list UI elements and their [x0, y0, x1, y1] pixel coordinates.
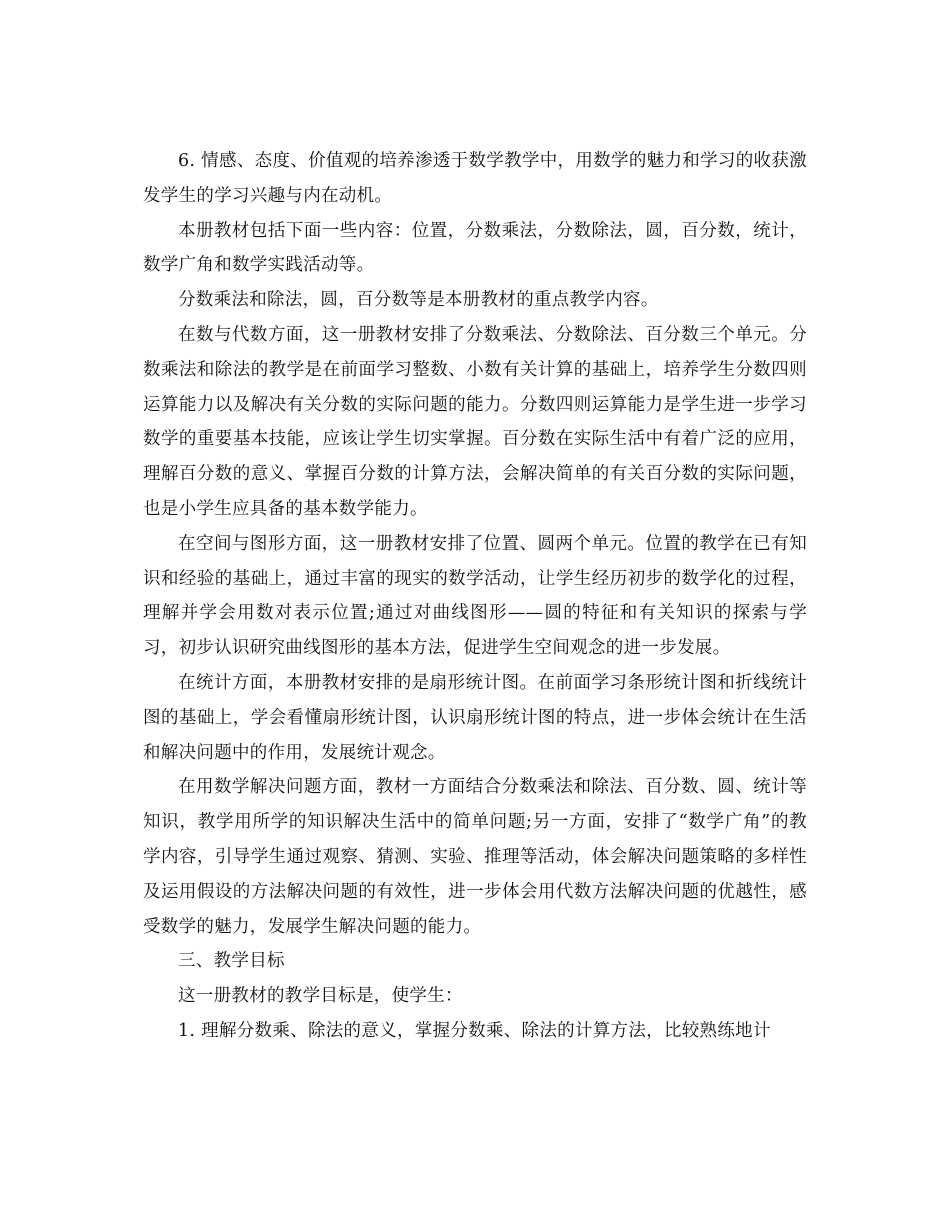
paragraph-goals-intro: 这一册教材的教学目标是，使学生： — [178, 986, 463, 1007]
paragraph-goal-6: 6. 情感、态度、价值观的培养渗透于数学教学中，用数学的魅力和学习的收获激发学生的学习兴趣与内在动机。 — [143, 151, 807, 206]
paragraph-problem-solving: 在用数学解决问题方面，教材一方面结合分数乘法和除法、百分数、圆、统计等知识，教学用所学的知识解决生活中的简单问题;另一方面，安排了“数学广角”的教学内容，引导学生通过观察、猜测、实验、推理等活动，体会解决问题策略的多样性及运用假设的方法解决问题的有效性，进一步体会用代数方法解决问题的优越性，感受数学的魅力，发展学生解决问题的能力。 — [143, 777, 807, 937]
paragraph-space-geometry: 在空间与图形方面，这一册教材安排了位置、圆两个单元。位置的教学在已有知识和经验的基础上，通过丰富的现实的数学活动，让学生经历初步的数学化的过程，理解并学会用数对表示位置;通过对曲线图形——圆的特征和有关知识的探索与学习，初步认识研究曲线图形的基本方法，促进学生空间观念的进一步发展。 — [143, 533, 807, 659]
section-heading-teaching-goals: 三、教学目标 — [178, 951, 285, 972]
document-body — [143, 144, 807, 1049]
paragraph-goal-1: 1. 理解分数乘、除法的意义，掌握分数乘、除法的计算方法，比较熟练地计 — [178, 1020, 771, 1041]
paragraph-number-algebra: 在数与代数方面，这一册教材安排了分数乘法、分数除法、百分数三个单元。分数乘法和除法的教学是在前面学习整数、小数有关计算的基础上，培养学生分数四则运算能力以及解决有关分数的实际问题的能力。分数四则运算能力是学生进一步学习数学的重要基本技能，应该让学生切实掌握。百分数在实际生活中有着广泛的应用，理解百分数的意义、掌握百分数的计算方法，会解决简单的有关百分数的实际问题，也是小学生应具备的基本数学能力。 — [143, 324, 807, 519]
paragraph-statistics: 在统计方面，本册教材安排的是扇形统计图。在前面学习条形统计图和折线统计图的基础上，学会看懂扇形统计图，认识扇形统计图的特点，进一步体会统计在生活和解决问题中的作用，发展统计观念。 — [143, 672, 807, 763]
paragraph-key-content: 分数乘法和除法，圆，百分数等是本册教材的重点教学内容。 — [178, 290, 659, 311]
paragraph-contents: 本册教材包括下面一些内容：位置，分数乘法，分数除法，圆，百分数，统计，数学广角和数学实践活动等。 — [143, 220, 807, 276]
